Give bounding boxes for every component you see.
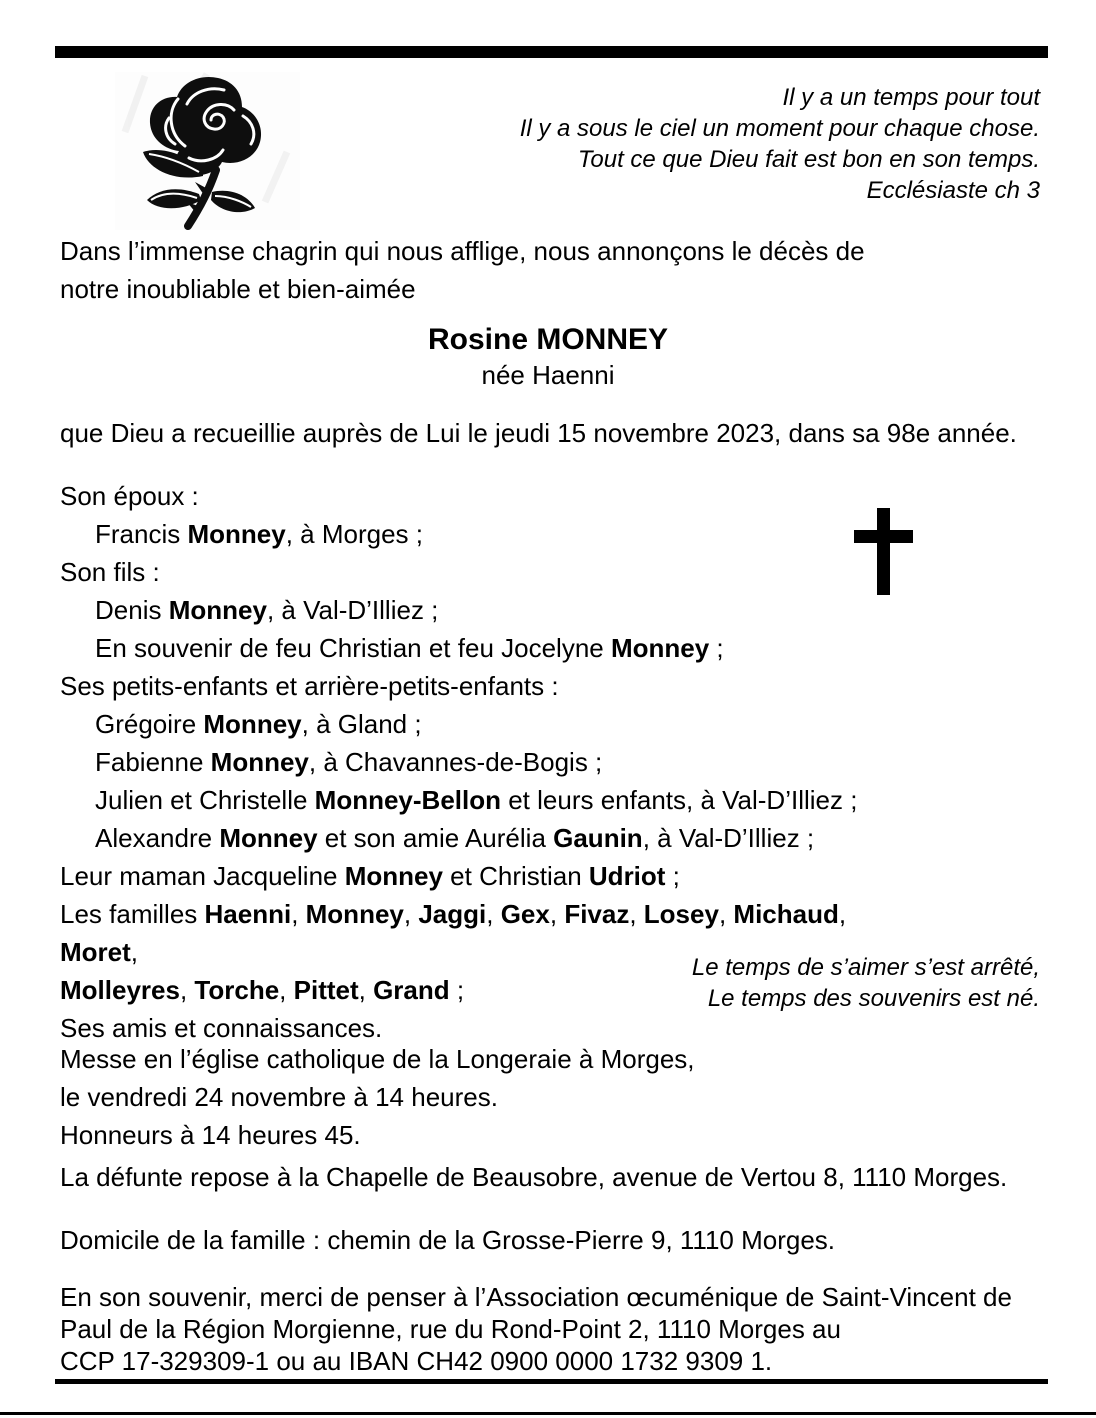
intro-line-1: Dans l’immense chagrin qui nous afflige, nous annonçons le décès de (60, 236, 865, 266)
text-segment: ; (665, 861, 680, 891)
mass-line: le vendredi 24 novembre à 14 heures. (60, 1082, 498, 1112)
text-segment: , (549, 899, 565, 929)
text-segment: Ses amis et connaissances. (60, 1013, 383, 1043)
family-surname: Gaunin (553, 823, 643, 853)
family-line (60, 629, 880, 667)
text-segment: , (838, 899, 847, 929)
text-segment: Denis (95, 595, 169, 625)
closing-verse-line: Le temps des souvenirs est né. (707, 985, 1040, 1012)
maiden-name: née Haenni (481, 360, 615, 390)
family-surname: Monney (210, 747, 309, 777)
family-surname: Gex (500, 899, 550, 929)
family-surname: Udriot (588, 861, 666, 891)
family-line (60, 857, 880, 895)
family-line (60, 743, 880, 781)
text-segment: et leurs enfants, à Val-D’Illiez ; (501, 785, 858, 815)
text-segment: , (130, 937, 139, 967)
family-surname: Monney (203, 709, 302, 739)
text-segment: , à Gland ; (301, 709, 422, 739)
family-surname: Michaud (733, 899, 839, 929)
family-surname: Monney (219, 823, 318, 853)
rose-icon (115, 72, 300, 230)
donation-line: CCP 17-329309-1 ou au IBAN CH42 0900 0000 1732 9309 1. (60, 1346, 773, 1376)
text-segment: Son fils : (60, 557, 160, 587)
mass-details (60, 1040, 695, 1154)
mass-line: Honneurs à 14 heures 45. (60, 1120, 361, 1150)
text-segment: et son amie Aurélia (317, 823, 554, 853)
closing-verse (692, 952, 1040, 1014)
text-segment: Julien et Christelle (95, 785, 315, 815)
top-rule (55, 46, 1048, 58)
epigraph-line: Tout ce que Dieu fait est bon en son temps. (577, 146, 1040, 173)
text-segment: et Christian (442, 861, 589, 891)
page-edge-rule (0, 1412, 1096, 1415)
text-segment: , (486, 899, 501, 929)
text-segment: , à Val-D’Illiez ; (266, 595, 439, 625)
family-surname: Monney-Bellon (314, 785, 501, 815)
repose-line: La défunte repose à la Chapelle de Beausobre, avenue de Vertou 8, 1110 Morges. (60, 1162, 1008, 1192)
text-segment: , (279, 975, 294, 1005)
text-segment: , à Morges ; (285, 519, 423, 549)
text-segment: , (179, 975, 195, 1005)
family-surname: Losey (643, 899, 719, 929)
cross-horizontal-bar (854, 530, 913, 543)
domicile-line: Domicile de la famille : chemin de la Grosse-Pierre 9, 1110 Morges. (60, 1225, 836, 1255)
text-segment: Grégoire (95, 709, 204, 739)
passing-line: que Dieu a recueillie auprès de Lui le jeudi 15 novembre 2023, dans sa 98e année. (60, 418, 1017, 448)
family-surname: Grand (373, 975, 450, 1005)
donation-line: En son souvenir, merci de penser à l’Association œcuménique de Saint-Vincent de (60, 1282, 1012, 1312)
family-line (60, 819, 880, 857)
bottom-rule (55, 1379, 1048, 1384)
family-surname: Moret (60, 937, 131, 967)
text-segment: Leur maman Jacqueline (60, 861, 345, 891)
text-segment: , à Val-D’Illiez ; (642, 823, 815, 853)
deceased-name: Rosine MONNEY (427, 323, 669, 356)
family-line (60, 477, 880, 515)
family-surname: Haenni (204, 899, 292, 929)
family-line (60, 667, 880, 705)
text-segment: Son époux : (60, 481, 199, 511)
family-line (60, 515, 880, 553)
family-surname: Jaggi (418, 899, 487, 929)
text-segment: En souvenir de feu Christian et feu Jocelyne (95, 633, 611, 663)
rose-icon-svg (115, 72, 300, 230)
name-block (0, 323, 1096, 391)
epigraph-line: Il y a sous le ciel un moment pour chaque chose. (519, 115, 1040, 142)
text-segment: Les familles (60, 899, 205, 929)
cross-vertical-bar (877, 508, 890, 595)
text-segment: , à Chavannes-de-Bogis ; (308, 747, 603, 777)
family-line (60, 553, 880, 591)
family-surname: Monney (305, 899, 404, 929)
intro-line-2: notre inoubliable et bien-aimée (60, 274, 416, 304)
epigraph-source: Ecclésiaste ch 3 (866, 177, 1040, 204)
text-segment: Fabienne (95, 747, 211, 777)
text-segment: ; (449, 975, 465, 1005)
text-segment: , (718, 899, 734, 929)
closing-verse-line: Le temps de s’aimer s’est arrêté, (691, 954, 1040, 981)
epigraph-line: Il y a un temps pour tout (782, 84, 1040, 111)
text-segment: ; (709, 633, 724, 663)
family-surname: Molleyres (60, 975, 180, 1005)
family-line (60, 705, 880, 743)
mass-line: Messe en l’église catholique de la Longeraie à Morges, (60, 1044, 695, 1074)
donation-paragraph (60, 1281, 1012, 1377)
family-surname: Pittet (293, 975, 359, 1005)
family-surname: Fivaz (564, 899, 630, 929)
family-surname: Monney (344, 861, 443, 891)
intro-paragraph (60, 232, 865, 308)
epigraph (520, 82, 1040, 175)
donation-line: Paul de la Région Morgienne, rue du Rond-Point 2, 1110 Morges au (60, 1314, 841, 1344)
family-surname: Monney (168, 595, 267, 625)
text-segment: Francis (95, 519, 188, 549)
text-segment: , (358, 975, 374, 1005)
family-surname: Monney (610, 633, 710, 663)
text-segment: , (291, 899, 306, 929)
family-surname: Monney (187, 519, 286, 549)
text-segment: Alexandre (95, 823, 220, 853)
family-line (60, 591, 880, 629)
text-segment: , (403, 899, 419, 929)
family-surname: Torche (194, 975, 280, 1005)
family-line (60, 781, 880, 819)
text-segment: , (629, 899, 644, 929)
text-segment: Ses petits-enfants et arrière-petits-enfants : (60, 671, 559, 701)
